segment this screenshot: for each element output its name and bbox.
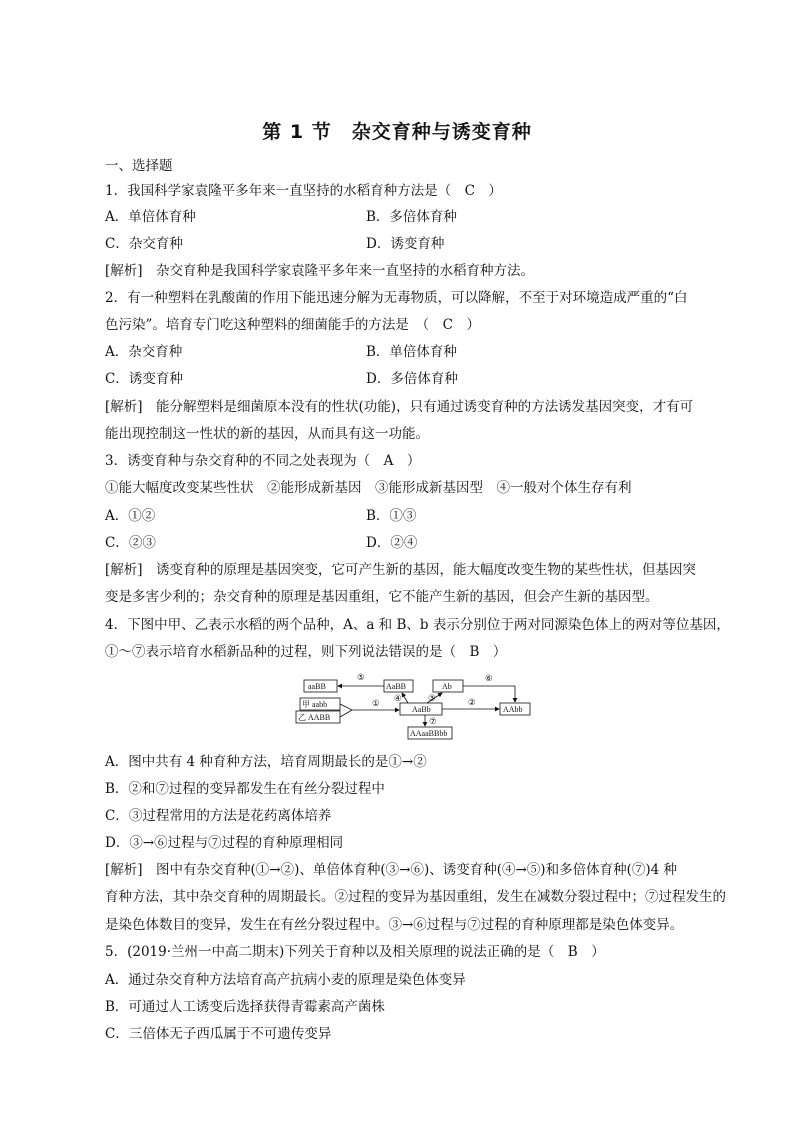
- label-AaBB: AaBB: [386, 682, 406, 691]
- label-yi: 乙 AABB: [298, 713, 331, 722]
- q3-option-a: A．①②: [105, 508, 156, 524]
- label-AAaaBBbb: AAaaBBbb: [410, 729, 448, 738]
- q5-option-c: C．三倍体无子西瓜属于不可遗传变异: [105, 1026, 332, 1042]
- q2-analysis-line1: [解析] 能分解塑料是细菌原本没有的性状(功能)，只有通过诱变育种的方法诱发基因突变，才有可: [105, 399, 694, 415]
- q2-analysis-line2: 能出现控制这一性状的新的基因，从而具有这一功能。: [105, 426, 429, 442]
- question-4-stem-line1: 4．下图中甲、乙表示水稻的两个品种，A、a 和 B、b 表示分别位于两对同源染色体上的两对等位基因，: [105, 617, 730, 633]
- step-1-label: ①: [372, 699, 380, 709]
- q5-option-a: A．通过杂交育种方法培育高产抗病小麦的原理是染色体变异: [105, 972, 466, 988]
- label-Ab: Ab: [442, 682, 452, 691]
- q5-option-b: B．可通过人工诱变后选择获得青霉素高产菌株: [105, 999, 385, 1015]
- question-2-stem-line1: 2．有一种塑料在乳酸菌的作用下能迅速分解为无毒物质，可以降解，不至于对环境造成严重的“白: [105, 290, 688, 306]
- q2-option-c: C．诱变育种: [105, 371, 183, 387]
- label-jia: 甲 aabb: [302, 700, 328, 709]
- q3-option-c: C．②③: [105, 535, 156, 551]
- label-aaBB: aaBB: [308, 682, 326, 691]
- step-3-label: ③: [428, 694, 436, 704]
- q2-option-b: B．单倍体育种: [366, 344, 457, 360]
- question-4-stem-line2: ①～⑦表示培育水稻新品种的过程，则下列说法错误的是（ B ）: [105, 644, 507, 660]
- q1-analysis: [解析] 杂交育种是我国科学家袁隆平多年来一直坚持的水稻育种方法。: [105, 263, 535, 279]
- q1-option-a: A．单倍体育种: [105, 209, 196, 225]
- question-3-stem: 3．诱变育种与杂交育种的不同之处表现为（ A ）: [105, 453, 421, 469]
- step-5-label: ⑤: [357, 673, 365, 683]
- q3-analysis-line2: 变是多害少利的；杂交育种的原理是基因重组，它不能产生新的基因，但会产生新的基因型。: [105, 589, 659, 605]
- section-heading: 一、选择题: [105, 158, 173, 174]
- q3-statements: ①能大幅度改变某些性状 ②能形成新基因 ③能形成新基因型 ④一般对个体生存有利: [105, 480, 632, 496]
- q2-option-a: A．杂交育种: [105, 344, 183, 360]
- step-6-label: ⑥: [485, 674, 493, 684]
- q4-analysis-line3: 是染色体数目的变异，发生在有丝分裂过程中。③→⑥过程与⑦过程的育种原理都是染色体变异。: [105, 917, 684, 933]
- question-5-stem: 5．(2019·兰州一中高二期末)下列关于育种以及相关原理的说法正确的是（ B ）: [105, 944, 605, 960]
- q3-analysis-line1: [解析] 诱变育种的原理是基因突变，它可产生新的基因，能大幅度改变生物的某些性状，但基因突: [105, 562, 697, 578]
- question-1-stem: 1．我国科学家袁隆平多年来一直坚持的水稻育种方法是（ C ）: [105, 183, 502, 199]
- step-4-label: ④: [394, 694, 402, 704]
- q4-option-c: C．③过程常用的方法是花药离体培养: [105, 808, 332, 824]
- q3-option-b: B．①③: [366, 508, 417, 524]
- q4-option-a: A．图中共有 4 种育种方法，培育周期最长的是①→②: [105, 754, 427, 770]
- q2-option-d: D．多倍体育种: [366, 371, 458, 387]
- q4-option-b: B．②和⑦过程的变异都发生在有丝分裂过程中: [105, 781, 385, 797]
- q4-analysis-line1: [解析] 图中有杂交育种(①→②)、单倍体育种(③→⑥)、诱变育种(④→⑤)和多倍体育种(⑦)4 种: [105, 862, 677, 878]
- question-2-stem-line2: 色污染”。培育专门吃这种塑料的细菌能手的方法是 （ C ）: [105, 317, 480, 333]
- q3-option-d: D．②④: [366, 535, 418, 551]
- breeding-process-diagram: [290, 670, 540, 740]
- step-2-label: ②: [468, 698, 476, 708]
- q4-option-d: D．③→⑥过程与⑦过程的育种原理相同: [105, 835, 344, 851]
- label-AAbb: AAbb: [503, 705, 523, 714]
- page-title: 第 1 节 杂交育种与诱变育种: [262, 121, 532, 143]
- label-AaBb: AaBb: [412, 705, 431, 714]
- step-7-label: ⑦: [429, 717, 437, 727]
- q1-option-b: B．多倍体育种: [366, 209, 457, 225]
- q1-option-d: D．诱变育种: [366, 236, 445, 252]
- q4-analysis-line2: 育种方法，其中杂交育种的周期最长。②过程的变异为基因重组，发生在减数分裂过程中；⑦过程发生的: [105, 889, 726, 905]
- q1-option-c: C．杂交育种: [105, 236, 183, 252]
